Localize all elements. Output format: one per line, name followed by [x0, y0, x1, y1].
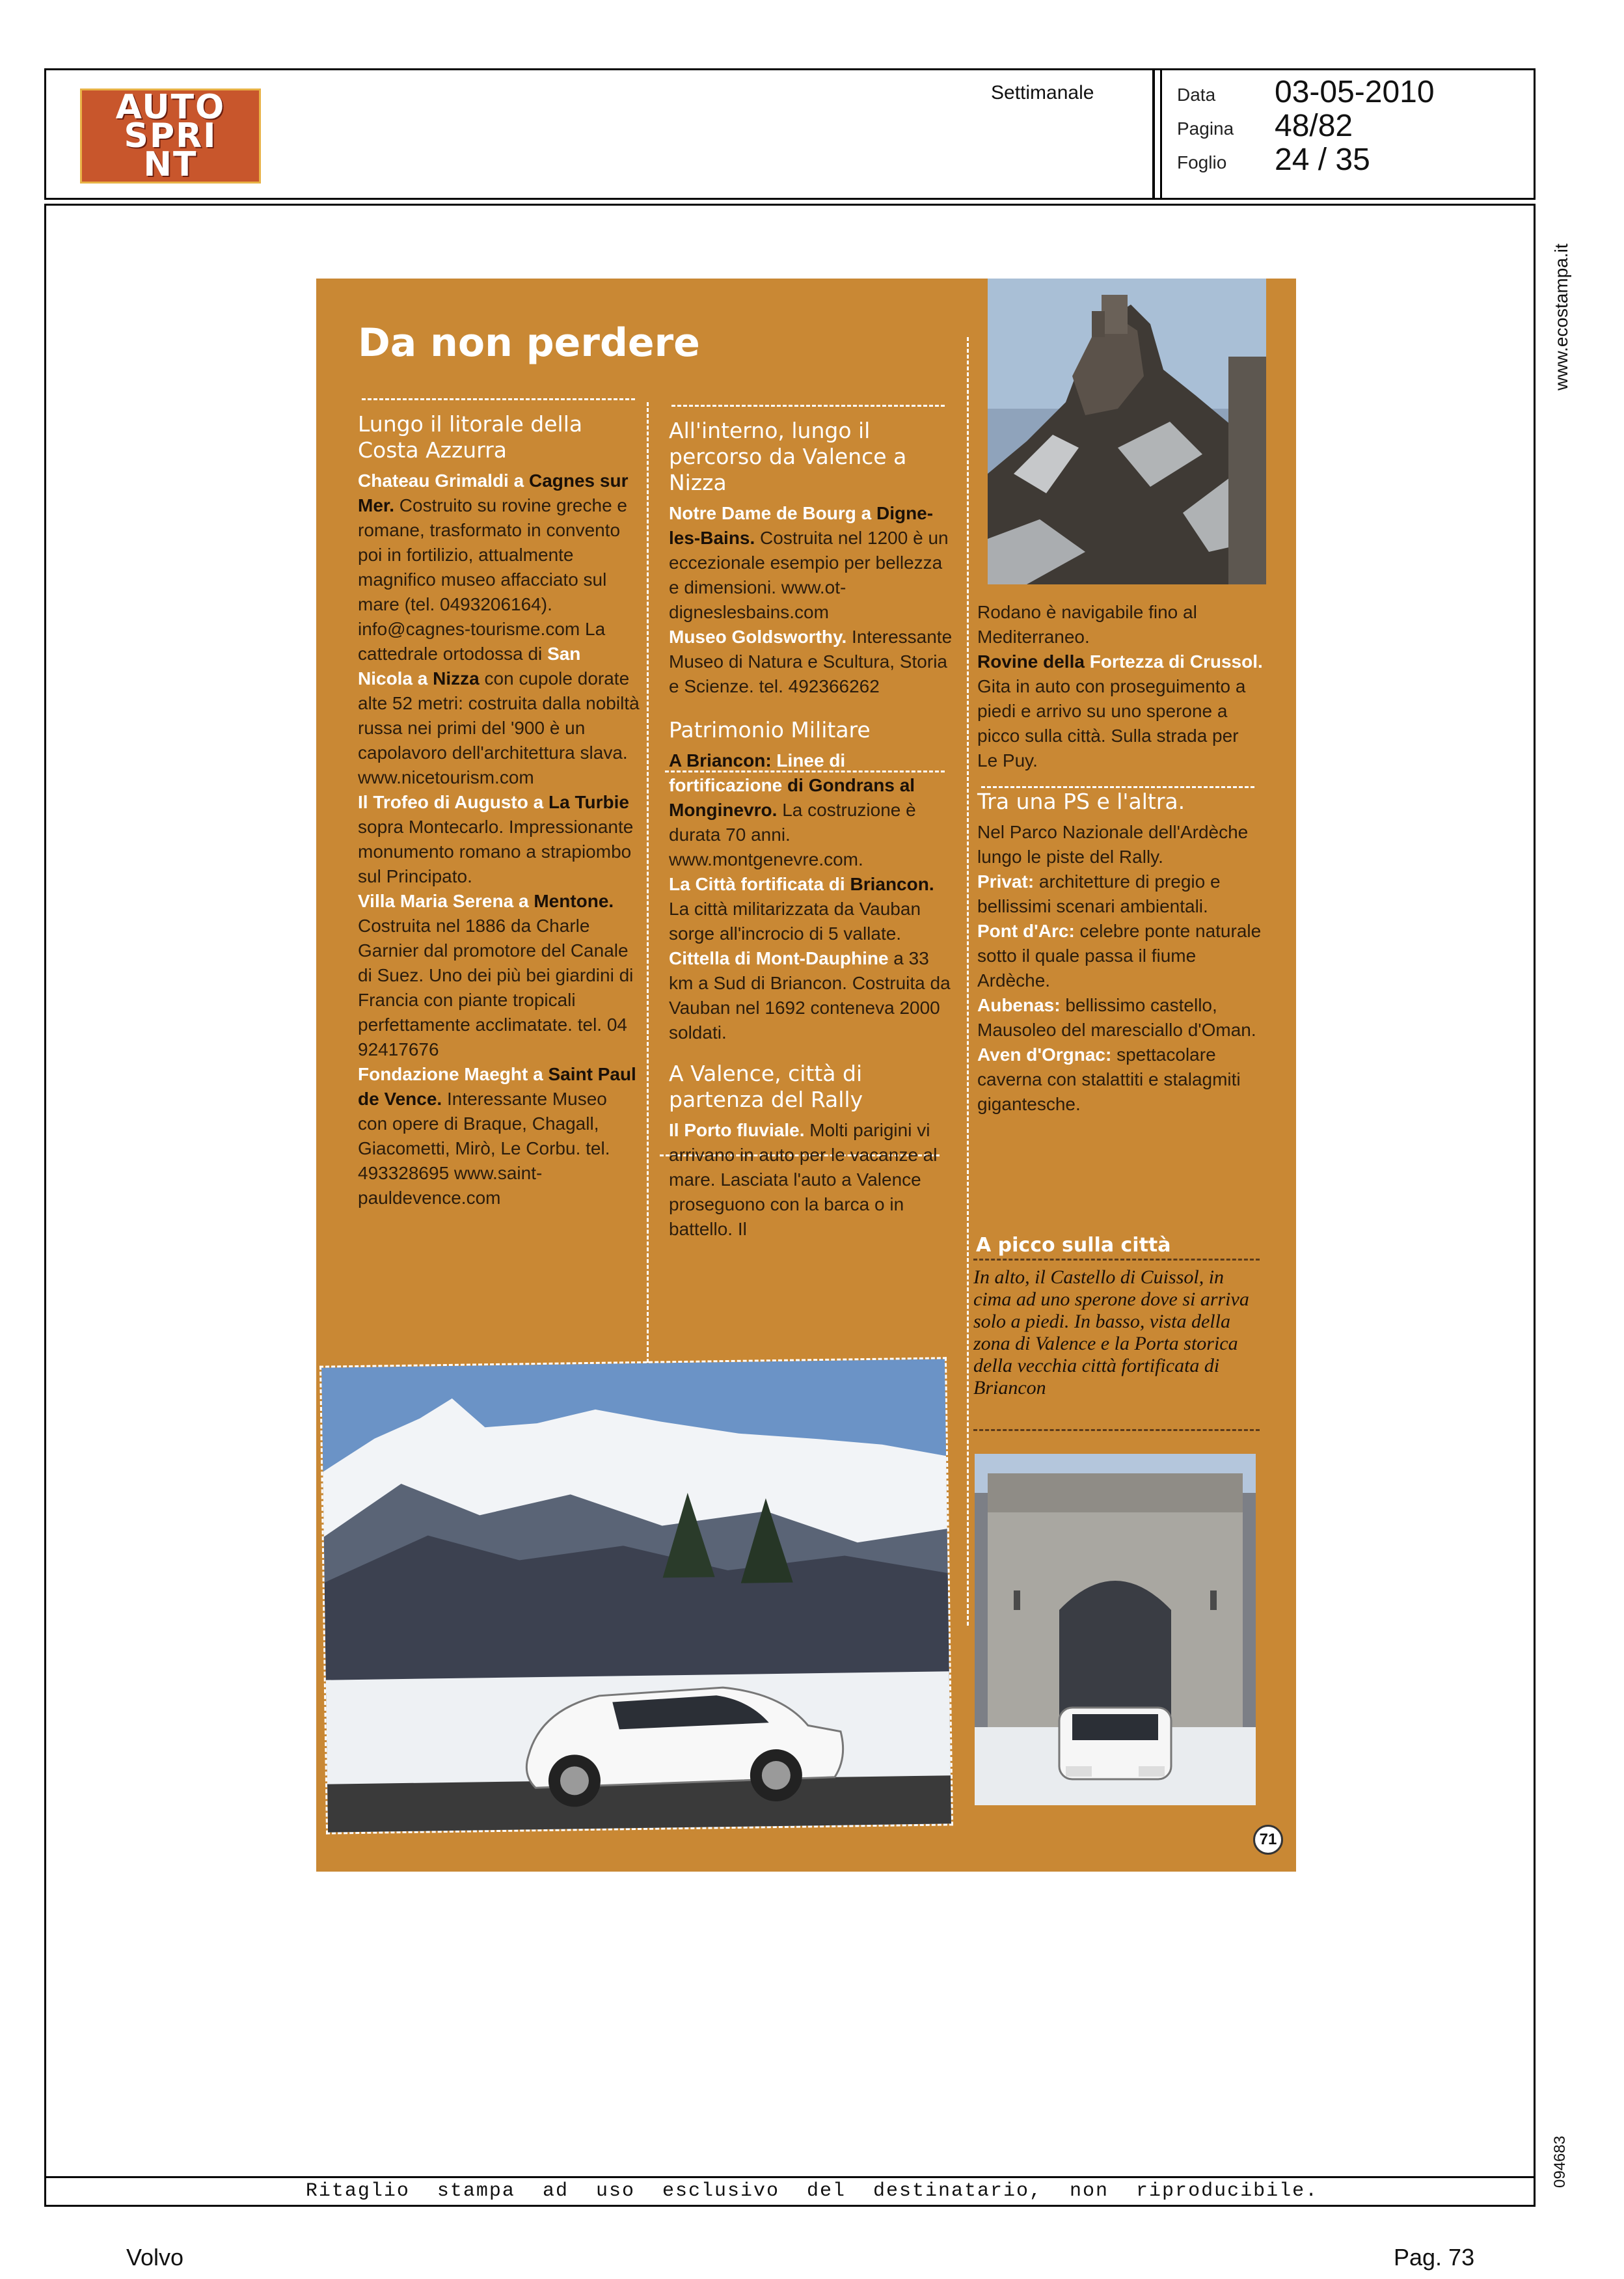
disclaimer: Ritaglio stampa ad uso esclusivo del destinatario, non riproducibile.: [305, 2180, 1319, 2202]
column-valence-nizza: [669, 418, 955, 1242]
magazine-page-number: 71: [1253, 1825, 1283, 1855]
paragraph: A Briancon: Linee di fortificazione di Gondrans al Monginevro. La costruzione è durata 70 anni. www.montgenevre.com.: [669, 750, 916, 869]
logo-line-1: AUTO: [115, 88, 226, 127]
section-heading: All'interno, lungo il percorso da Valence a Nizza: [669, 418, 907, 495]
paragraph: Nel Parco Nazionale dell'Ardèche lungo le piste del Rally.: [977, 822, 1249, 867]
date-value: 03-05-2010: [1275, 75, 1435, 109]
separator: [671, 405, 945, 407]
header-divider: [1160, 70, 1162, 198]
separator: [973, 1259, 1260, 1261]
paragraph: Museo Goldsworthy. Interessante Museo di Natura e Scultura, Storia e Scienze. tel. 492366262: [669, 627, 953, 696]
column-rally: [977, 600, 1264, 1117]
sheet-value: 24 / 35: [1275, 143, 1370, 177]
section-heading: A Valence, città di partenza del Rally: [669, 1061, 863, 1112]
page-label: Pagina: [1177, 118, 1234, 139]
page-value: 48/82: [1275, 109, 1353, 143]
magazine-page: [316, 279, 1296, 1872]
paragraph: Aven d'Orgnac: spettacolare caverna con stalattiti e stalagmiti gigantesche.: [977, 1044, 1241, 1114]
paragraph: Notre Dame de Bourg a Digne-les-Bains. Costruita nel 1200 è un eccezionale esempio per bellezza e dimensioni. www.ot-digneslesbains.com: [669, 503, 949, 622]
paragraph: Rovine della Fortezza di Crussol. Gita in auto con proseguimento a piedi e arrivo su uno sperone a picco sulla città. Sulla strada per Le Puy.: [977, 651, 1263, 771]
header-divider: [1152, 70, 1155, 198]
separator: [973, 1429, 1260, 1431]
mountain-car-photo: [319, 1357, 953, 1834]
paragraph: Chateau Grimaldi a Cagnes sur Mer. Costruito su rovine greche e romane, trasformato in convento poi in fortilizio, attualmente magnifico museo affacciato sul mare (tel. 0493206164). info@cagnes-tourisme.com La cattedrale ortodossa di San Nicola a Nizza con cupole dorate alte 52 metri: costruita dalla nobiltà russa nei primi del '900 è un capolavoro dell'architettura slava. www.nicetourism.com: [358, 471, 640, 787]
fortress-gate-photo: [975, 1454, 1256, 1805]
photo-caption: In alto, il Castello di Cuissol, in cima ad uno sperone dove si arriva solo a piedi. In basso, vista della zona di Valence e la Porta storica della vecchia città fortificata di Briancon: [973, 1266, 1249, 1399]
autosprint-logo: [80, 89, 261, 184]
section-heading: Patrimonio Militare: [669, 717, 871, 743]
logo-line-2: SPRI: [124, 116, 217, 156]
separator: [362, 398, 635, 400]
paragraph: Il Porto fluviale. Molti parigini vi arrivano in auto per le vacanze al mare. Lasciata l'auto a Valence proseguono con la barca o in battello. Il: [669, 1120, 938, 1239]
paragraph: Rodano è navigabile fino al Mediterraneo.: [977, 602, 1197, 647]
separator: [967, 337, 969, 1626]
footer-left: Volvo: [126, 2244, 184, 2271]
paragraph: Cittella di Mont-Dauphine a 33 km a Sud di Briancon. Costruita da Vauban nel 1692 conteneva 2000 soldati.: [669, 948, 951, 1043]
paragraph: Il Trofeo di Augusto a La Turbie sopra Montecarlo. Impressionante monumento romano a strapiombo sul Principato.: [358, 792, 634, 886]
section-heading: Tra una PS e l'altra.: [977, 789, 1185, 814]
side-url: www.ecostampa.it: [1551, 243, 1571, 390]
article-title: Da non perdere: [358, 320, 700, 366]
castle-ruins-photo: [988, 279, 1266, 584]
paragraph: La Città fortificata di Briancon. La città militarizzata da Vauban sorge all'incrocio di 5 vallate.: [669, 874, 934, 944]
caption-title: A picco sulla città: [976, 1234, 1171, 1257]
logo-line-3: NT: [143, 145, 198, 184]
sheet-label: Foglio: [1177, 152, 1227, 172]
side-code: 094683: [1551, 2135, 1569, 2188]
footer-page: Pag. 73: [1394, 2244, 1475, 2271]
document-header: [44, 68, 1536, 200]
paragraph: Villa Maria Serena a Mentone. Costruita nel 1886 da Charle Garnier dal promotore del Canale di Suez. Uno dei più bei giardini di Francia con piante tropicali perfettamente acclimatate. tel. 04 92417676: [358, 891, 634, 1059]
paragraph: Privat: architetture di pregio e bellissimi scenari ambientali.: [977, 871, 1221, 916]
paragraph: Fondazione Maeght a Saint Paul de Vence. Interessante Museo con opere di Braque, Chagall, Giacometti, Mirò, Le Corbu. tel. 493328695 www.saint-pauldevence.com: [358, 1064, 636, 1208]
paragraph: Pont d'Arc: celebre ponte naturale sotto il quale passa il fiume Ardèche.: [977, 921, 1262, 990]
footer-divider: [44, 2176, 1536, 2178]
paragraph: Aubenas: bellissimo castello, Mausoleo del maresciallo d'Oman.: [977, 995, 1256, 1040]
frequency-label: Settimanale: [991, 82, 1094, 103]
section-heading: Lungo il litorale della Costa Azzurra: [358, 411, 583, 463]
column-costa-azzurra: [358, 411, 640, 1210]
date-label: Data: [1177, 85, 1216, 105]
